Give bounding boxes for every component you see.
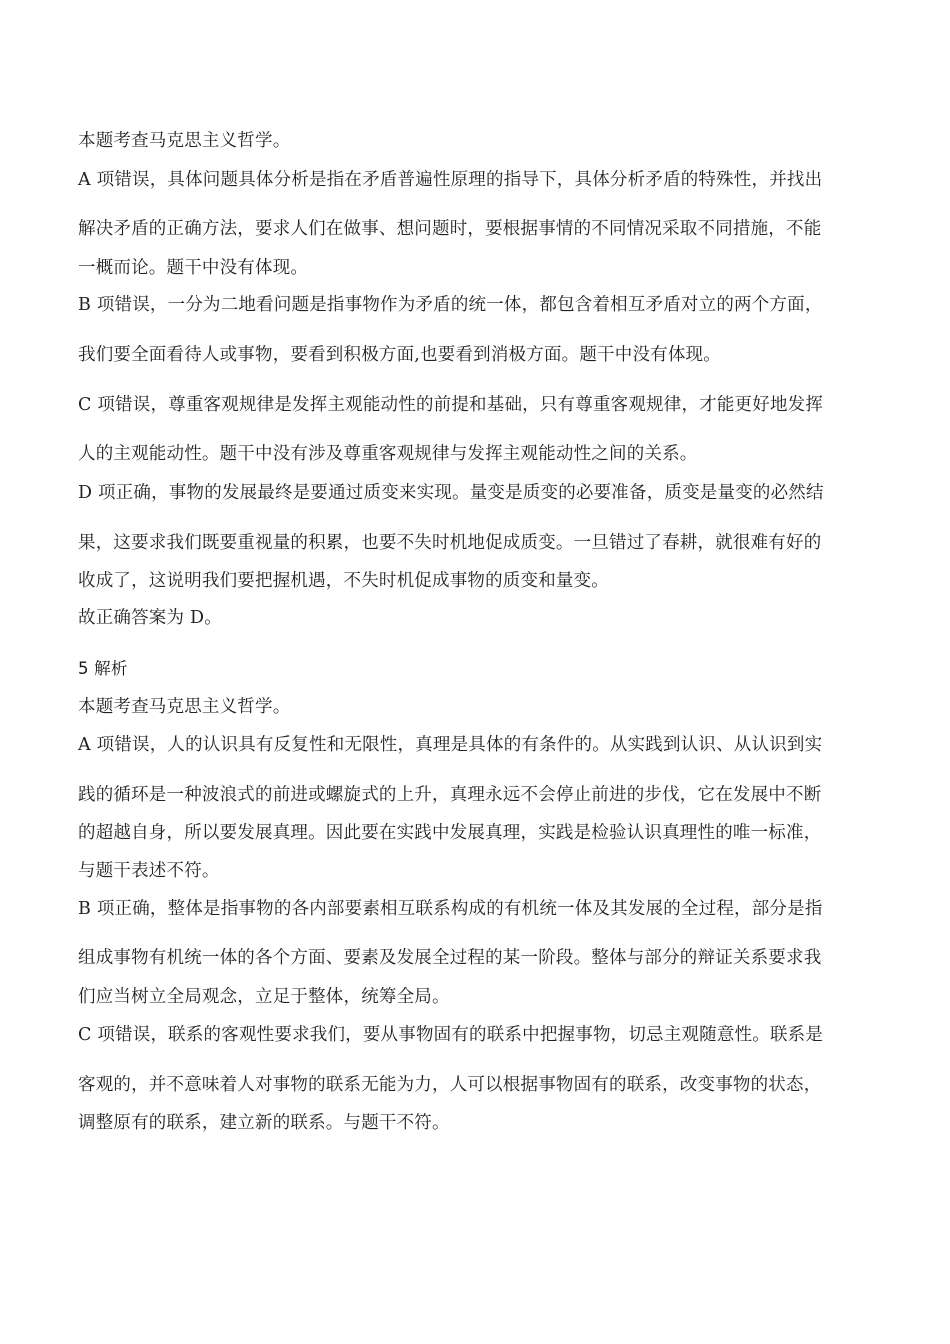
option-b-text: 们应当树立全局观念，立足于整体，统筹全局。	[78, 987, 450, 1007]
option-c-text: C 项错误，联系的客观性要求我们，要从事物固有的联系中把握事物，切忌主观随意性。联系是	[78, 1025, 824, 1045]
option-d-text: D 项正确，事物的发展最终是要通过质变来实现。量变是质变的必要准备，质变是量变的必然结	[78, 483, 824, 503]
section-heading: 5 解析	[78, 659, 128, 678]
option-a-text: A 项错误，人的认识具有反复性和无限性，真理是具体的有条件的。从实践到认识、从认识到实	[78, 735, 823, 755]
option-a-text: 践的循环是一种波浪式的前进或螺旋式的上升，真理永远不会停止前进的步伐，它在发展中不断	[78, 785, 822, 805]
intro-text: 本题考查马克思主义哲学。	[78, 697, 291, 717]
option-b-text: B 项错误，一分为二地看问题是指事物作为矛盾的统一体，都包含着相互矛盾对立的两个方面，	[78, 295, 823, 315]
intro-text: 本题考查马克思主义哲学。	[78, 131, 291, 151]
option-a-text: 与题干表述不符。	[78, 861, 220, 881]
option-d-text: 果，这要求我们既要重视量的积累，也要不失时机地促成质变。一旦错过了春耕，就很难有好的	[78, 533, 822, 553]
answer-text: 故正确答案为 D。	[78, 608, 222, 628]
option-b-text: 组成事物有机统一体的各个方面、要素及发展全过程的某一阶段。整体与部分的辩证关系要求我	[78, 948, 822, 968]
option-c-text: C 项错误，尊重客观规律是发挥主观能动性的前提和基础，只有尊重客观规律，才能更好地发挥	[78, 395, 824, 415]
option-c-text: 人的主观能动性。题干中没有涉及尊重客观规律与发挥主观能动性之间的关系。	[78, 444, 698, 464]
option-b-text: 我们要全面看待人或事物，要看到积极方面,也要看到消极方面。题干中没有体现。	[78, 345, 721, 365]
option-a-text: 一概而论。题干中没有体现。	[78, 258, 309, 278]
option-a-text: 解决矛盾的正确方法，要求人们在做事、想问题时，要根据事情的不同情况采取不同措施，不能	[78, 219, 822, 239]
option-b-text: B 项正确，整体是指事物的各内部要素相互联系构成的有机统一体及其发展的全过程，部分是指	[78, 899, 823, 919]
option-a-text: 的超越自身，所以要发展真理。因此要在实践中发展真理，实践是检验认识真理性的唯一标准，	[78, 823, 822, 843]
option-d-text: 收成了，这说明我们要把握机遇，不失时机促成事物的质变和量变。	[78, 571, 609, 591]
option-c-text: 调整原有的联系，建立新的联系。与题干不符。	[78, 1113, 450, 1133]
option-a-text: A 项错误，具体问题具体分析是指在矛盾普遍性原理的指导下，具体分析矛盾的特殊性，并找出	[78, 170, 823, 190]
option-c-text: 客观的，并不意味着人对事物的联系无能为力，人可以根据事物固有的联系，改变事物的状态，	[78, 1075, 822, 1095]
